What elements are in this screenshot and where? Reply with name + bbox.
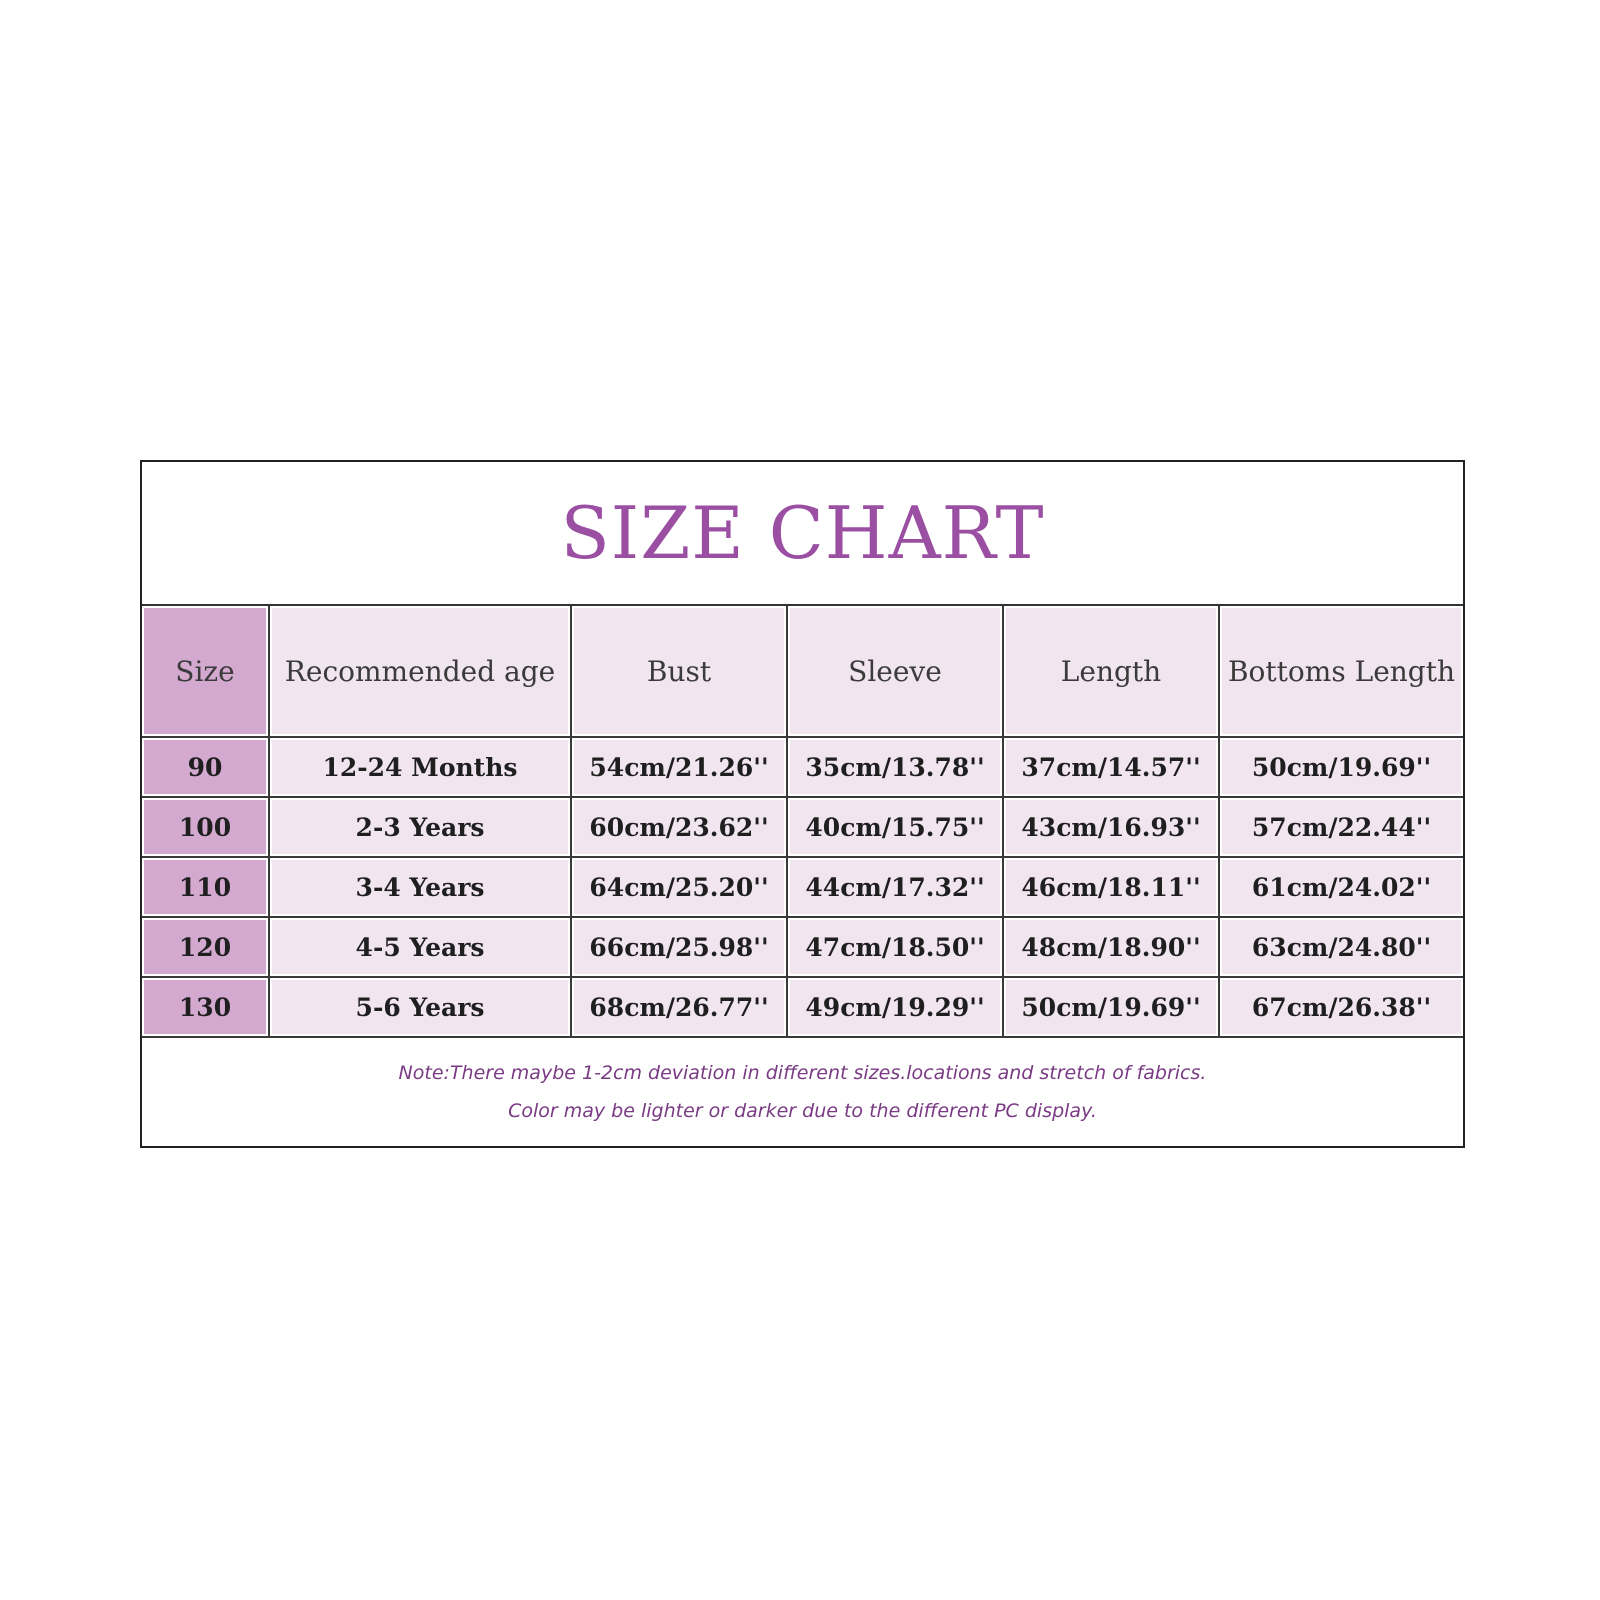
header-length: Length xyxy=(1004,606,1220,738)
size-cell: 90 xyxy=(142,738,270,798)
note-block xyxy=(142,1054,1463,1130)
size-table xyxy=(142,604,1463,1038)
bust-cell: 54cm/21.26'' xyxy=(572,738,788,798)
bottoms-length-cell: 61cm/24.02'' xyxy=(1220,858,1463,918)
table-row xyxy=(142,738,1463,798)
age-cell: 3-4 Years xyxy=(270,858,572,918)
size-chart xyxy=(140,460,1465,1148)
bottoms-length-cell: 57cm/22.44'' xyxy=(1220,798,1463,858)
sleeve-cell: 35cm/13.78'' xyxy=(788,738,1004,798)
sleeve-cell: 44cm/17.32'' xyxy=(788,858,1004,918)
header-size: Size xyxy=(142,606,270,738)
table-row xyxy=(142,978,1463,1038)
size-cell: 100 xyxy=(142,798,270,858)
length-cell: 46cm/18.11'' xyxy=(1004,858,1220,918)
bust-cell: 64cm/25.20'' xyxy=(572,858,788,918)
bottoms-length-cell: 50cm/19.69'' xyxy=(1220,738,1463,798)
age-cell: 4-5 Years xyxy=(270,918,572,978)
sleeve-cell: 47cm/18.50'' xyxy=(788,918,1004,978)
age-cell: 5-6 Years xyxy=(270,978,572,1038)
bust-cell: 60cm/23.62'' xyxy=(572,798,788,858)
length-cell: 50cm/19.69'' xyxy=(1004,978,1220,1038)
size-cell: 120 xyxy=(142,918,270,978)
age-cell: 12-24 Months xyxy=(270,738,572,798)
header-row xyxy=(142,606,1463,738)
header-bust: Bust xyxy=(572,606,788,738)
note-color: Color may be lighter or darker due to the different PC display. xyxy=(508,1100,1097,1122)
bottoms-length-cell: 67cm/26.38'' xyxy=(1220,978,1463,1038)
table-row xyxy=(142,798,1463,858)
chart-title: SIZE CHART xyxy=(560,491,1045,575)
note-deviation: Note:There maybe 1-2cm deviation in different sizes.locations and stretch of fabrics. xyxy=(398,1062,1207,1084)
length-cell: 37cm/14.57'' xyxy=(1004,738,1220,798)
header-bottoms-length: Bottoms Length xyxy=(1220,606,1463,738)
length-cell: 48cm/18.90'' xyxy=(1004,918,1220,978)
length-cell: 43cm/16.93'' xyxy=(1004,798,1220,858)
age-cell: 2-3 Years xyxy=(270,798,572,858)
sleeve-cell: 40cm/15.75'' xyxy=(788,798,1004,858)
header-recommended-age: Recommended age xyxy=(270,606,572,738)
bottoms-length-cell: 63cm/24.80'' xyxy=(1220,918,1463,978)
bust-cell: 68cm/26.77'' xyxy=(572,978,788,1038)
bust-cell: 66cm/25.98'' xyxy=(572,918,788,978)
size-cell: 130 xyxy=(142,978,270,1038)
table-row xyxy=(142,858,1463,918)
header-sleeve: Sleeve xyxy=(788,606,1004,738)
table-row xyxy=(142,918,1463,978)
sleeve-cell: 49cm/19.29'' xyxy=(788,978,1004,1038)
size-cell: 110 xyxy=(142,858,270,918)
